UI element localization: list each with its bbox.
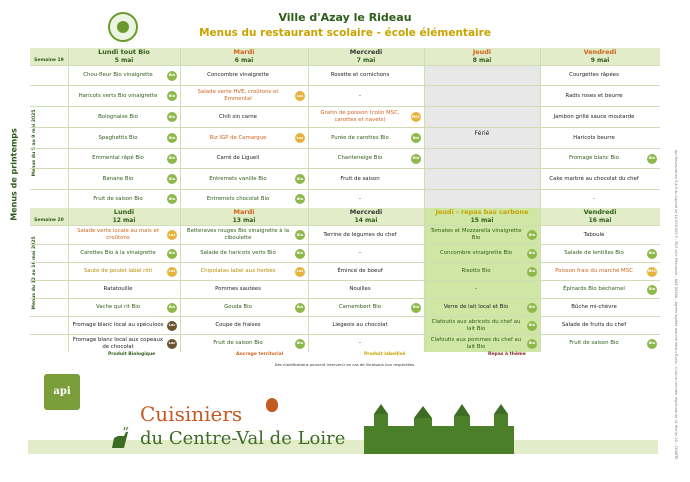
menu-item: Haricots beurre (573, 134, 615, 141)
menu-item: Haricots verts Bio vinaigrette Bio (68, 86, 180, 106)
bio-badge-icon: Bio (527, 321, 537, 331)
territorial-badge-icon: Loc (295, 91, 305, 101)
menu-item: Nouilles (349, 286, 371, 293)
table-row (30, 106, 660, 127)
page-header (0, 6, 690, 46)
week-1-header (30, 48, 660, 65)
menu-item: Terrine de légumes du chef (323, 231, 397, 238)
bio-badge-icon: Bio (647, 285, 657, 295)
menu-item: Fromage blanc local aux copeaux de chocolat Loc (72, 336, 176, 350)
menu-item: Emmental râpé Bio Bio (68, 149, 180, 168)
week-1-day-3: Mercredi 7 mai (349, 48, 383, 64)
week-2-day-3: Mercredi 14 mai (349, 208, 383, 224)
week-1-day-4: Jeudi 8 mai (472, 48, 492, 64)
week-1-day-1: Lundi tout Bio 5 mai (98, 48, 150, 64)
label-badge-icon: Loc (295, 267, 305, 277)
table-row (30, 334, 660, 352)
menu-item: Gratin de poisson (colin MSC, carottes et navets) MSC (320, 110, 421, 123)
deer-icon (108, 426, 132, 450)
msc-badge-icon: MSC (647, 267, 657, 277)
bio-badge-icon: Bio (647, 339, 657, 349)
bio-badge-icon: Bio (411, 154, 421, 164)
menu-item: Jambon grillé sauce moutarde (553, 113, 635, 120)
menu-item: Sauté de poulet label rôti Loc (68, 263, 180, 280)
table-row (30, 316, 660, 334)
bio-badge-icon: Bio (167, 174, 177, 184)
legend-bio: Produit Biologique (108, 352, 156, 357)
menu-item: Poisson frais du marché MSC MSC (540, 263, 660, 280)
menu-item: Taboulé (583, 231, 605, 238)
menu-item: Fruit de saison (340, 175, 380, 182)
week-1-day-5: Vendredi 9 mai (583, 48, 617, 64)
bio-badge-icon: Bio (527, 230, 537, 240)
menu-item: Salade verte HVE, croûtons et Emmental Loc (197, 89, 304, 102)
menu-item: - (593, 195, 595, 202)
menu-item: Clafoutis aux pommes du chef au lait Bio Bio (430, 336, 536, 350)
menu-item: Betteraves rouges Bio vinaigrette à la ciboulette Bio (186, 228, 304, 241)
bio-badge-icon: Bio (167, 133, 177, 143)
menu-item: Purée de carottes Bio Bio (308, 128, 424, 148)
menu-item: Bûche mi-chèvre (571, 304, 617, 311)
week-1-dates-label: Menus du 5 au 9 mai 2025 (32, 109, 37, 177)
legend-theme: Repas à thème (488, 352, 526, 357)
menu-item: Chanteneige Bio Bio (308, 149, 424, 168)
menu-item: Liégeois au chocolat (332, 322, 388, 329)
table-row (30, 127, 660, 148)
menu-item: Cake marbré au chocolat du chef (549, 175, 639, 182)
week-1-table (30, 48, 660, 208)
menu-item: Salade de haricots verts Bio Bio (180, 245, 308, 262)
bio-badge-icon: Bio (167, 91, 177, 101)
menu-item: Salade de fruits du chef (561, 322, 627, 329)
menu-item: Camembert Bio Bio (308, 299, 424, 316)
cuisiniers-title: Cuisiniers (140, 402, 243, 426)
menu-item: Banane Bio Bio (68, 169, 180, 189)
table-row (30, 148, 660, 168)
menu-item: Vache qui rit Bio Bio (68, 299, 180, 316)
table-row (30, 65, 660, 85)
menu-item: Riz IGP de Camargue Loc (180, 128, 308, 148)
menu-item: Fruit de saison Bio Bio (68, 190, 180, 208)
menu-item: Clafoutis aux abricots du chef au lait Bio Bio (431, 318, 536, 332)
menu-item: Bolognaise Bio Bio (68, 107, 180, 127)
castle-icon (354, 404, 524, 454)
menu-item: - (359, 250, 361, 257)
menu-item: Épinards Bio béchamel Bio (540, 281, 660, 298)
bio-badge-icon: Bio (647, 249, 657, 259)
bio-badge-icon: Bio (295, 303, 305, 313)
chef-badge-icon: Loc (167, 339, 177, 349)
week-2-number: Semaine 20 (34, 218, 64, 223)
legend (108, 352, 558, 362)
menu-item: Risotto Bio Bio (424, 263, 540, 280)
api-logo-icon: api (44, 374, 80, 410)
week-2-header (30, 208, 660, 225)
bio-badge-icon: Bio (167, 194, 177, 204)
bio-badge-icon: Bio (527, 267, 537, 277)
bio-badge-icon: Bio (411, 133, 421, 143)
bio-badge-icon: Bio (167, 249, 177, 259)
bio-badge-icon: Bio (167, 71, 177, 81)
territorial-badge-icon: Loc (167, 230, 177, 240)
bio-badge-icon: Bio (295, 230, 305, 240)
week-2-day-2: Mardi 13 mai (232, 208, 256, 224)
menu-item: Émincé de boeuf (337, 268, 383, 275)
menu-item: Concombre vinaigrette Bio Bio (424, 245, 540, 262)
menu-item: Chou-fleur Bio vinaigrette Bio (68, 66, 180, 85)
bio-badge-icon: Bio (527, 339, 537, 349)
disclaimer-note: Des modifications peuvent intervenir en cas de livraisons non respectées. (274, 362, 416, 367)
menu-item: Fromage blanc local au spéculoos Loc (68, 317, 180, 334)
label-badge-icon: Loc (295, 133, 305, 143)
legal-margin-text: Api Restauration S.A.S au Capital de 10.000.000 € - RCS Lille Métropole - NAF 5629A - Agréer agréée marché Valeur Écolo - Cuisine centrale régionale de 31 février 20 - CHARTE (674, 150, 678, 460)
msc-badge-icon: MSC (411, 112, 421, 122)
week-1-day-2: Mardi 6 mai (233, 48, 255, 64)
menu-item: Coupe de fraises (215, 322, 261, 329)
menu-item: Carré de Ligueil (216, 155, 260, 162)
menu-item: Carottes Bio à la vinaigrette Bio (68, 245, 180, 262)
table-row (30, 244, 660, 262)
table-row (30, 168, 660, 189)
week-2-dates-label: Menus du 12 au 16 mai 2025 (32, 236, 37, 310)
table-row (30, 280, 660, 298)
legend-label: Produit labellisé (364, 352, 406, 357)
menu-item: Entremets chocolat Bio Bio (180, 190, 308, 208)
menu-item: Pommes sautées (215, 286, 261, 293)
menu-item: - (475, 286, 477, 293)
table-row (30, 225, 660, 244)
menu-item: Concombre vinaigrette (207, 72, 269, 79)
bio-badge-icon: Bio (527, 249, 537, 259)
label-badge-icon: Loc (167, 267, 177, 277)
menu-item: Fruit de saison Bio Bio (540, 335, 660, 352)
menu-item: - (359, 92, 361, 99)
bio-badge-icon: Bio (295, 174, 305, 184)
chef-badge-icon: Loc (167, 321, 177, 331)
menu-item: Tomates et Mozzarella vinaigrette Bio Bio (430, 228, 536, 241)
legend-territorial: Ancrage territorial (236, 352, 284, 357)
menu-item: Rosette et cornichons (330, 72, 390, 79)
menu-item: Courgettes râpées (569, 72, 619, 79)
menu-item: Entremets vanille Bio Bio (180, 169, 308, 189)
bio-badge-icon: Bio (647, 154, 657, 164)
bio-badge-icon: Bio (527, 303, 537, 313)
region-title: du Centre-Val de Loire (140, 428, 346, 449)
bio-badge-icon: Bio (295, 249, 305, 259)
city-name: Ville d'Azay le Rideau (278, 11, 412, 24)
table-row (30, 189, 660, 208)
bio-badge-icon: Bio (167, 154, 177, 164)
menu-item: Gouda Bio Bio (180, 299, 308, 316)
menu-item: Ratatouille (103, 286, 133, 293)
menu-item: Fruit de saison Bio Bio (180, 335, 308, 352)
menu-item: Fromage blanc Bio Bio (540, 149, 660, 168)
menu-item: - (359, 195, 361, 202)
bio-badge-icon: Bio (167, 112, 177, 122)
bio-badge-icon: Bio (295, 339, 305, 349)
table-row (30, 262, 660, 280)
holiday-label: Férié (474, 130, 490, 137)
bio-badge-icon: Bio (295, 194, 305, 204)
week-2-day-4: Jeudi - repas bas carbone 15 mai (424, 208, 540, 225)
bio-badge-icon: Bio (167, 303, 177, 313)
season-label: Menus de printemps (9, 128, 19, 221)
menu-item: Radis roses et beurre (565, 92, 623, 99)
week-2-day-5: Vendredi 16 mai (583, 208, 617, 224)
balloon-icon (266, 398, 278, 412)
table-row (30, 298, 660, 316)
table-row (30, 85, 660, 106)
week-1-number: Semaine 19 (34, 58, 64, 63)
week-2-day-1: Lundi 12 mai (112, 208, 136, 224)
menu-item: Salade verte locale au maïs et croûtons Loc (77, 228, 176, 241)
menu-item: Verre de lait local et Bio Bio (424, 299, 540, 316)
menu-item: - (359, 340, 361, 347)
menu-title: Menus du restaurant scolaire - école élémentaire (199, 27, 491, 39)
bio-badge-icon: Bio (411, 303, 421, 313)
menu-item: Spaghettis Bio Bio (68, 128, 180, 148)
menu-item: Chili sin carne (219, 113, 257, 120)
menu-item: Chipolatas label aux herbes Loc (180, 263, 308, 280)
menu-item: Salade de lentilles Bio Bio (540, 245, 660, 262)
